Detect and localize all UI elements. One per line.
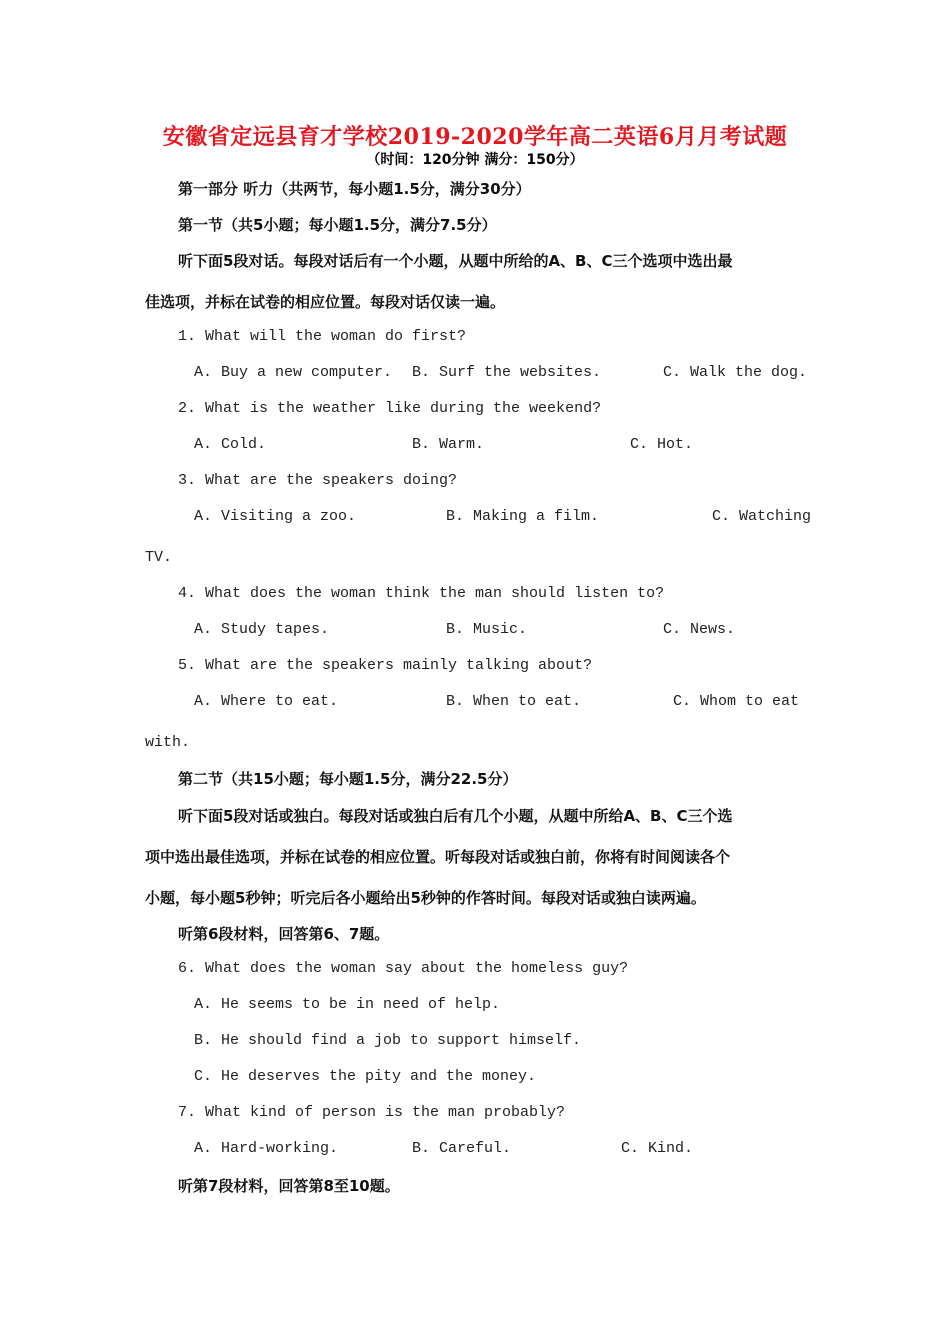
section2-instructions-2: 项中选出最佳选项，并标在试卷的相应位置。听每段对话或独白前，你将有时间阅读各个: [145, 848, 731, 866]
section1-instructions-2: 佳选项，并标在试卷的相应位置。每段对话仅读一遍。: [145, 293, 506, 311]
q6-option-c: C. He deserves the pity and the money.: [194, 1068, 537, 1085]
question-4: 4. What does the woman think the man should listen to?: [178, 585, 665, 602]
q2-option-c: C. Hot.: [630, 436, 694, 453]
q3-option-b: B. Making a film.: [446, 508, 600, 525]
question-6: 6. What does the woman say about the homeless guy?: [178, 960, 629, 977]
q7-option-b: B. Careful.: [412, 1140, 512, 1157]
q6-option-b: B. He should find a job to support himself.: [194, 1032, 582, 1049]
section2-instructions-3: 小题，每小题5秒钟；听完后各小题给出5秒钟的作答时间。每段对话或独白读两遍。: [145, 889, 706, 907]
material-7-heading: 听第7段材料，回答第8至10题。: [178, 1177, 400, 1195]
exam-time-score: （时间：120分钟 满分：150分）: [366, 152, 584, 168]
q2-option-a: A. Cold.: [194, 436, 267, 453]
question-2: 2. What is the weather like during the weekend?: [178, 400, 602, 417]
q3-option-a: A. Visiting a zoo.: [194, 508, 357, 525]
q7-option-c: C. Kind.: [621, 1140, 694, 1157]
q4-option-a: A. Study tapes.: [194, 621, 330, 638]
question-1: 1. What will the woman do first?: [178, 328, 467, 345]
section2-instructions-1: 听下面5段对话或独白。每段对话或独白后有几个小题，从题中所给A、B、C三个选: [178, 807, 733, 825]
q1-option-c: C. Walk the dog.: [663, 364, 808, 381]
q5-option-c-wrap: with.: [145, 734, 191, 751]
q1-option-a: A. Buy a new computer.: [194, 364, 393, 381]
section1-heading: 第一节（共5小题；每小题1.5分，满分7.5分）: [178, 216, 497, 234]
material-6-heading: 听第6段材料，回答第6、7题。: [178, 925, 390, 943]
section1-instructions-1: 听下面5段对话。每段对话后有一个小题，从题中所给的A、B、C三个选项中选出最: [178, 252, 733, 270]
q3-option-c-wrap: TV.: [145, 549, 173, 566]
q5-option-a: A. Where to eat.: [194, 693, 339, 710]
q3-option-c: C. Watching: [712, 508, 812, 525]
q2-option-b: B. Warm.: [412, 436, 485, 453]
part1-heading: 第一部分 听力（共两节，每小题1.5分，满分30分）: [178, 180, 531, 198]
q4-option-b: B. Music.: [446, 621, 528, 638]
page-title: 安徽省定远县育才学校2019-2020学年高二英语6月月考试题: [162, 124, 788, 150]
q6-option-a: A. He seems to be in need of help.: [194, 996, 501, 1013]
q5-option-b: B. When to eat.: [446, 693, 582, 710]
section2-heading: 第二节（共15小题；每小题1.5分，满分22.5分）: [178, 770, 518, 788]
q4-option-c: C. News.: [663, 621, 736, 638]
q7-option-a: A. Hard-working.: [194, 1140, 339, 1157]
question-7: 7. What kind of person is the man probably?: [178, 1104, 566, 1121]
q1-option-b: B. Surf the websites.: [412, 364, 602, 381]
question-5: 5. What are the speakers mainly talking about?: [178, 657, 593, 674]
question-3: 3. What are the speakers doing?: [178, 472, 458, 489]
q5-option-c: C. Whom to eat: [673, 693, 800, 710]
